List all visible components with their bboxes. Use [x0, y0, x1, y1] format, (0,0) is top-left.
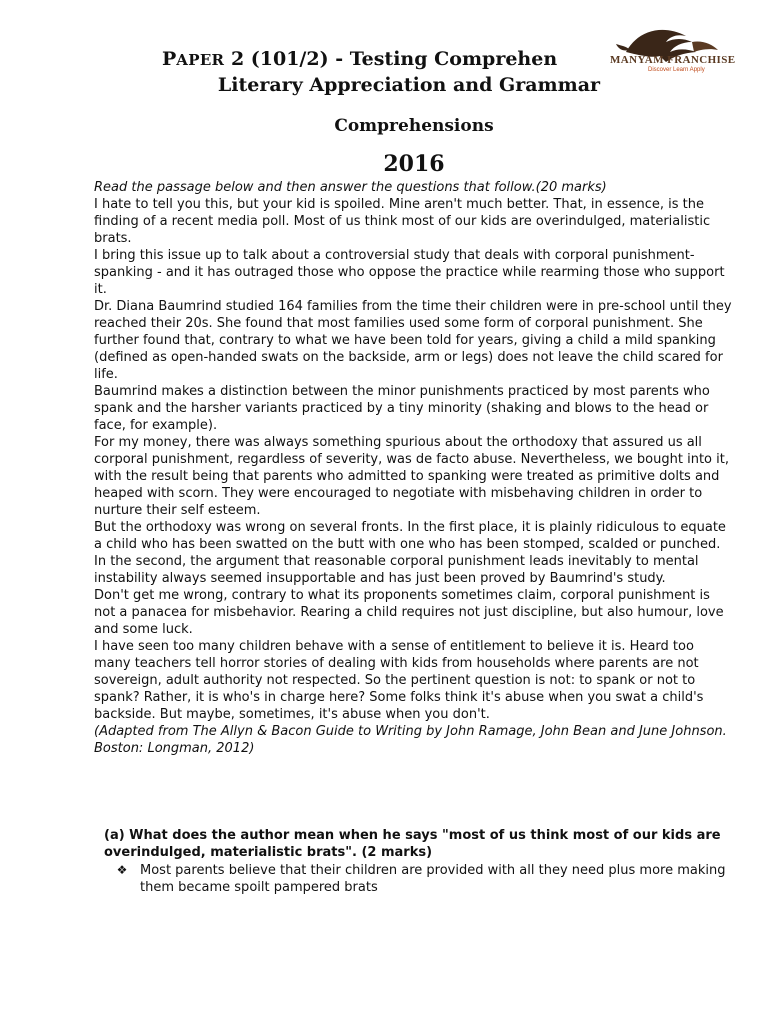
passage-paragraph: But the orthodoxy was wrong on several fronts. In the first place, it is plainly ridiculous to equate a child who has been swatted on the butt with one who has been stomped, scalded or punched. In the second, the argument that reasonable corporal punishment leads inevitably to mental instability always seemed insupportable and has just been proved by Baumrind's study. — [94, 520, 726, 586]
passage — [94, 179, 734, 757]
passage-source: (Adapted from The Allyn & Bacon Guide to Writing by John Ramage, John Bean and June Johnson. Boston: Longman, 2012) — [94, 724, 727, 756]
section-title: Comprehensions — [334, 116, 494, 136]
paper-title — [162, 47, 662, 72]
passage-paragraph: I have seen too many children behave with a sense of entitlement to believe it is. Heard too many teachers tell horror stories of dealing with kids from households where parents are not sovereign, adult authority not respected. So the pertinent question is not: to spank or not to spank? Rather, it is who's in charge here? Some folks think it's abuse when you swat a child's backside. But maybe, sometimes, it's abuse when you don't. — [94, 639, 704, 722]
passage-paragraph: I hate to tell you this, but your kid is spoiled. Mine aren't much better. That, in essence, is the finding of a recent media poll. Most of us think most of our kids are overindulged, materialistic brats. — [94, 197, 711, 246]
passage-paragraph: I bring this issue up to talk about a controversial study that deals with corporal punishment-spanking - and it has outraged those who oppose the practice while rearming those who support it. — [94, 248, 725, 297]
passage-paragraph: For my money, there was always something spurious about the orthodoxy that assured us all corporal punishment, regardless of severity, was de facto abuse. Nevertheless, we bought into it, with the result being that parents who admitted to spanking were treated as primitive dolts and heaped with scorn. They were encouraged to negotiate with misbehaving children in order to nurture their self esteem. — [94, 435, 729, 518]
passage-instruction: Read the passage below and then answer the questions that follow.(20 marks) — [94, 180, 607, 195]
title-smallcaps: APER — [176, 51, 225, 69]
title-rest: 2 (101/2) - Testing Comprehen — [224, 48, 558, 70]
answer-text: Most parents believe that their children are provided with all they need plus more making them became spoilt pampered brats — [140, 863, 726, 895]
title-initial: P — [162, 48, 177, 70]
passage-paragraph: Baumrind makes a distinction between the minor punishments practiced by most parents who spank and the harsher variants practiced by a tiny minority (shaking and blows to the head or face, for example). — [94, 384, 710, 433]
passage-paragraph: Don't get me wrong, contrary to what its proponents sometimes claim, corporal punishment is not a panacea for misbehavior. Rearing a child requires not just discipline, but also humour, love and some luck. — [94, 588, 724, 637]
logo-tagline: Discover Learn Apply — [648, 67, 705, 73]
question-block — [104, 827, 734, 896]
answer-item — [104, 862, 734, 896]
year-heading: 2016 — [383, 151, 445, 177]
diamond-bullet-icon: ❖ — [116, 863, 128, 877]
logo-name: MANYAM FRANCHISE — [610, 54, 736, 66]
question-text: (a) What does the author mean when he says "most of us think most of our kids are overindulged, materialistic brats". (2 marks) — [104, 828, 721, 860]
passage-paragraph: Dr. Diana Baumrind studied 164 families from the time their children were in pre-school until they reached their 20s. She found that most families used some form of corporal punishment. She further found that, contrary to what we have been told for years, giving a child a mild spanking (defined as open-handed swats on the backside, arm or legs) does not leave the child scared for life. — [94, 299, 732, 382]
paper-subtitle: Literary Appreciation and Grammar — [217, 74, 601, 96]
